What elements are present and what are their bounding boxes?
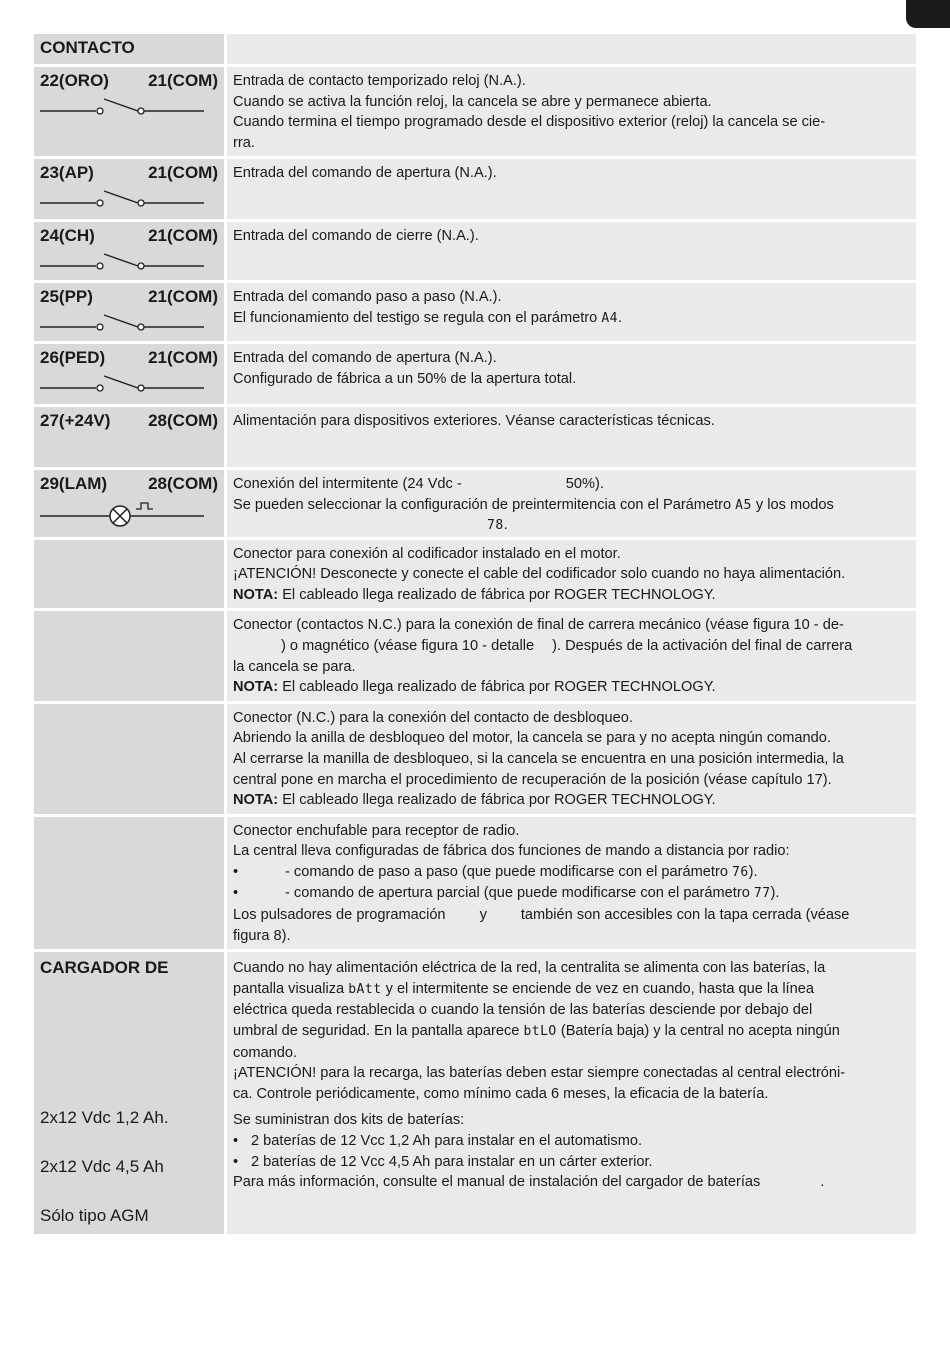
description-line: ca. Controle periódicamente, como mínimo cada 6 meses, la eficacia de la batería. [233,1085,769,1102]
normally-open-contact-icon [38,187,208,211]
terminal-cell [34,610,226,702]
description-line: Cuando no hay alimentación eléctrica de la red, la centralita se alimenta con las baterías, la [233,960,826,977]
description-line: ¡ATENCIÓN! Desconecte y conecte el cable del codificador solo cuando no haya alimentación. [233,566,846,583]
description-text: ) o magnético (véase figura 10 - detalle [281,637,535,654]
table-row [34,951,916,1236]
description-text: 50%). [565,476,604,493]
header-description-cell [226,34,917,66]
note-label: NOTA: [233,586,279,603]
description-line: Configurado de fábrica a un 50% de la apertura total. [233,370,577,387]
terminal-label [34,159,224,183]
description-text: pantalla visualiza [233,980,345,997]
terminal-number: 25(PP) [40,287,93,307]
terminal-cell [34,282,226,343]
table-row [34,610,916,702]
terminal-label [34,407,224,431]
description-line: eléctrica queda restablecida o cuando la tensión de las baterías desciende por debajo del [233,1002,813,1019]
terminal-common: 28(COM) [148,474,218,494]
battery-description-cell [226,951,917,1236]
list-item [233,883,910,905]
lcd-parameter: 78 [487,517,504,533]
description-cell [226,815,917,951]
bullet: • [233,885,239,902]
lcd-parameter: 76 [732,864,749,880]
terminal-cell [34,815,226,951]
description-cell [226,221,917,282]
description-cell [226,66,917,158]
table-row [34,158,916,221]
description-line: central pone en marcha el procedimiento de recuperación de la posición (véase capítulo 17). [233,771,832,788]
terminal-cell [34,406,226,469]
description-line: Conector enchufable para receptor de radio. [233,822,520,839]
battery-spec: 2x12 Vdc 4,5 Ah [40,1157,164,1177]
table-row [34,406,916,469]
description-line [233,517,910,534]
header-contact-cell [34,34,226,66]
description-line: Se suministran dos kits de baterías: [233,1112,465,1129]
description-cell [226,282,917,343]
description-line: Conector (N.C.) para la conexión del contacto de desbloqueo. [233,709,633,726]
description-cell [226,158,917,221]
description-line: Cuando termina el tiempo programado desde el dispositivo exterior (reloj) la cancela se cie- [233,114,826,131]
note-line [233,790,910,811]
terminal-cell [34,343,226,406]
description-line: Entrada del comando de cierre (N.A.). [233,228,479,245]
description-text: . [503,516,508,533]
description-line: ¡ATENCIÓN! para la recarga, las baterías deben estar siempre conectadas al central electróni- [233,1065,846,1082]
table-row [34,66,916,158]
description-line [233,979,910,1001]
terminal-common: 21(COM) [148,348,218,368]
description-text: . [617,309,623,326]
note-label: NOTA: [233,792,279,809]
terminal-number: 27(+24V) [40,411,111,431]
description-line: comando. [233,1044,298,1061]
description-cell [226,538,917,610]
description-line: Entrada del comando de apertura (N.A.). [233,350,497,367]
description-text: y los modos [755,496,834,513]
description-text: Se pueden seleccionar la configuración de preintermitencia con el Parámetro [233,496,732,513]
table-header-row [34,34,916,66]
terminal-cell [34,221,226,282]
terminal-label [34,283,224,307]
normally-open-contact-icon [38,372,208,396]
description-line: Entrada del comando de apertura (N.A.). [233,165,497,182]
description-text: ). [770,885,780,902]
description-cell [226,343,917,406]
bullet: • [233,1133,239,1149]
terminal-number: 24(CH) [40,226,95,246]
terminal-number: 29(LAM) [40,474,108,494]
note-text: El cableado llega realizado de fábrica por ROGER TECHNOLOGY. [282,679,716,696]
terminal-cell [34,158,226,221]
description-text: 2 baterías de 12 Vcc 4,5 Ah para instalar en un cárter exterior. [251,1153,653,1170]
terminal-label [34,222,224,246]
description-cell [226,469,917,538]
description-line [233,495,910,517]
table-row [34,343,916,406]
description-text: también son accesibles con la tapa cerrada (véase [520,907,850,924]
description-text: . [820,1174,825,1191]
table-row [34,538,916,610]
terminal-label [34,470,224,494]
lcd-message: btLO [523,1024,557,1040]
description-text: ). [748,863,758,880]
description-line: Alimentación para dispositivos exteriores. Véanse características técnicas. [233,413,715,430]
description-cell [226,406,917,469]
note-line [233,585,910,606]
description-text: - comando de apertura parcial (que puede modificarse con el parámetro [285,885,750,902]
table-row [34,221,916,282]
description-line: Al cerrarse la manilla de desbloqueo, si la cancela se encuentra en una posición intermedia, la [233,750,844,767]
description-text: umbral de seguridad. En la pantalla aparece [233,1023,520,1040]
bullet: • [233,863,239,880]
flashing-lamp-icon [38,498,208,528]
terminal-number: 22(ORO) [40,71,109,90]
normally-open-contact-icon [38,95,208,119]
description-line: La central lleva configuradas de fábrica dos funciones de mando a distancia por radio: [233,843,790,860]
list-item [233,1131,910,1152]
terminal-table [34,34,916,1237]
description-line [233,308,910,330]
battery-spec: Sólo tipo AGM [40,1206,149,1226]
terminal-cell [34,538,226,610]
list-item [233,1152,910,1173]
description-line: Conector (contactos N.C.) para la conexión de final de carrera mecánico (véase figura 10 - de- [233,617,844,634]
description-line: Conector para conexión al codificador instalado en el motor. [233,545,621,562]
terminal-common: 21(COM) [148,226,218,246]
description-line [233,1172,910,1193]
terminal-common: 28(COM) [148,411,218,431]
terminal-label [34,344,224,368]
description-text: (Batería baja) y la central no acepta ningún [560,1023,840,1040]
description-line [233,1021,910,1043]
note-line [233,677,910,698]
table-row [34,282,916,343]
description-line: Entrada de contacto temporizado reloj (N.A.). [233,73,526,89]
note-text: El cableado llega realizado de fábrica por ROGER TECHNOLOGY. [282,586,716,603]
description-line: figura 8). [233,927,291,944]
description-text: Los pulsadores de programación [233,907,446,924]
terminal-cell [34,66,226,158]
list-item [233,862,910,884]
description-text: y el intermitente se enciende de vez en cuando, hasta que la línea [385,980,814,997]
description-text: Para más información, consulte el manual de instalación del cargador de baterías [233,1174,761,1191]
battery-spec: 2x12 Vdc 1,2 Ah. [40,1108,169,1128]
lcd-parameter: 77 [753,886,771,902]
note-text: El cableado llega realizado de fábrica por ROGER TECHNOLOGY. [282,792,716,809]
description-text: El funcionamiento del testigo se regula con el parámetro [233,309,598,326]
description-text: - comando de paso a paso (que puede modificarse con el parámetro [285,863,728,880]
terminal-number: 26(PED) [40,348,106,368]
description-line [233,905,910,926]
description-line: la cancela se para. [233,658,356,675]
terminal-cell [34,469,226,538]
description-line: Abriendo la anilla de desbloqueo del motor, la cancela se para y no acepta ningún comando. [233,730,831,747]
terminal-common: 21(COM) [148,71,218,90]
normally-open-contact-icon [38,311,208,335]
lcd-message: bAtt [348,981,382,997]
description-line: Cuando se activa la función reloj, la cancela se abre y permanece abierta. [233,93,712,110]
page-corner-tab [906,0,950,28]
bullet: • [233,1153,239,1170]
table-row [34,815,916,951]
description-line: Entrada del comando paso a paso (N.A.). [233,289,502,306]
description-line: rra. [233,134,255,151]
table-row [34,702,916,815]
note-label: NOTA: [233,679,279,696]
header-contact-label: CONTACTO [40,38,135,57]
description-cell [226,610,917,702]
description-cell [226,702,917,815]
terminal-common: 21(COM) [148,287,218,307]
battery-label: CARGADOR DE [40,958,169,978]
terminal-common: 21(COM) [148,163,218,183]
battery-terminal-cell [34,951,226,1236]
description-text: ). Después de la activación del final de carrera [552,637,853,654]
description-text: Conexión del intermitente (24 Vdc - [233,476,462,493]
description-line [233,474,910,495]
lcd-parameter: A4 [601,310,618,326]
table-row [34,469,916,538]
normally-open-contact-icon [38,250,208,274]
terminal-cell [34,702,226,815]
terminal-number: 23(AP) [40,163,94,183]
terminal-label [34,67,224,91]
description-text: 2 baterías de 12 Vcc 1,2 Ah para instalar en el automatismo. [251,1133,643,1149]
description-line [233,636,910,657]
description-text: y [479,907,487,924]
lcd-parameter: A5 [735,497,752,513]
